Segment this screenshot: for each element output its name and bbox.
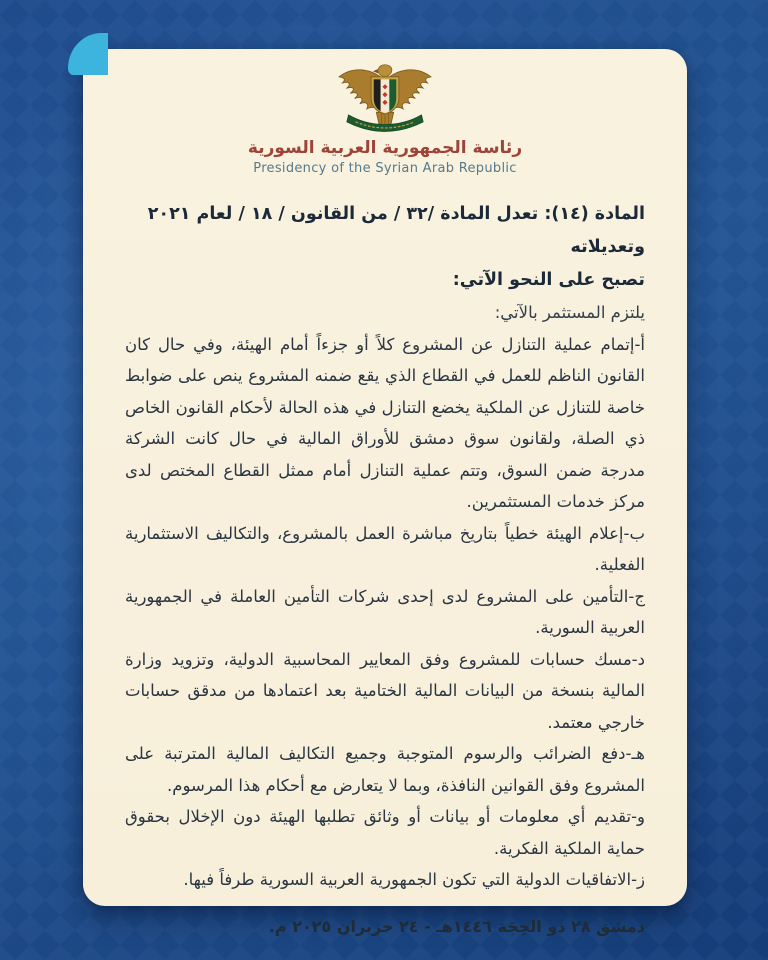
investor-obligations-intro: يلتزم المستثمر بالآتي: [494, 303, 645, 322]
clause-j: ج-التأمين على المشروع لدى إحدى شركات التأمين العاملة في الجمهورية العربية السورية. [125, 586, 645, 637]
dateline: دمشق ٢٨ ذو الحِجَة ١٤٤٦هـ - ٢٤ حزيران ٢٠٢٥ م. [268, 916, 645, 936]
clause-a: أ-إتمام عملية التنازل عن المشروع كلاً أو جزءاً أمام الهيئة، وفي حال كان القانون الناظم للعمل في القطاع الذي يقع ضمنه المشروع ينص على ضوابط خاصة للتنازل عن الملكية يخضع التنازل في هذه الحالة لأحكام القانون الخاص ذي الصلة، ولقانون سوق دمشق للأوراق المالية في حال كانت الشركة مدرجة ضمن السوق، وتتم عملية التنازل أمام ممثل القطاع المختص لدى مركز خدمات المستثمرين. [125, 334, 645, 511]
presidency-title-english: Presidency of the Syrian Arab Republic [253, 161, 517, 176]
flag-shield [371, 77, 399, 114]
document-body [125, 198, 645, 942]
clause-h: هـ-دفع الضرائب والرسوم المتوجبة وجميع التكاليف المالية المترتبة على المشروع وفق القوانين النافذة، وبما لا يتعارض مع أحكام هذا المرسوم. [125, 744, 645, 795]
article-heading [125, 198, 645, 297]
syrian-eagle-emblem [125, 49, 645, 136]
clause-w: و-تقديم أي معلومات أو بيانات أو وثائق تطلبها الهيئة دون الإخلال بحقوق حماية الملكية الفكرية. [125, 807, 645, 858]
clause-z: ز-الاتفاقيات الدولية التي تكون الجمهورية العربية السورية طرفاً فيها. [183, 870, 645, 889]
eagle-emblem-icon [333, 62, 437, 135]
clause-b: ب-إعلام الهيئة خطياً بتاريخ مباشرة العمل بالمشروع، والتكاليف الاستثمارية الفعلية. [125, 523, 645, 574]
article-heading-line2: تصبح على النحو الآتي: [452, 270, 645, 290]
clause-d: د-مسك حسابات للمشروع وفق المعايير المحاسبية الدولية، وتزويد وزارة المالية بنسخة من البيانات المالية الختامية بعد اعتمادها من مدقق حسابات خارجي معتمد. [125, 649, 645, 732]
article-heading-line1: المادة (١٤): تعدل المادة /٣٢ / من القانون / ١٨ / لعام ٢٠٢١ وتعديلاته [147, 204, 645, 257]
corner-accent-shape [68, 33, 108, 75]
document-page [83, 49, 687, 936]
presidency-title-arabic: رئاسة الجمهورية العربية السورية [247, 138, 523, 158]
